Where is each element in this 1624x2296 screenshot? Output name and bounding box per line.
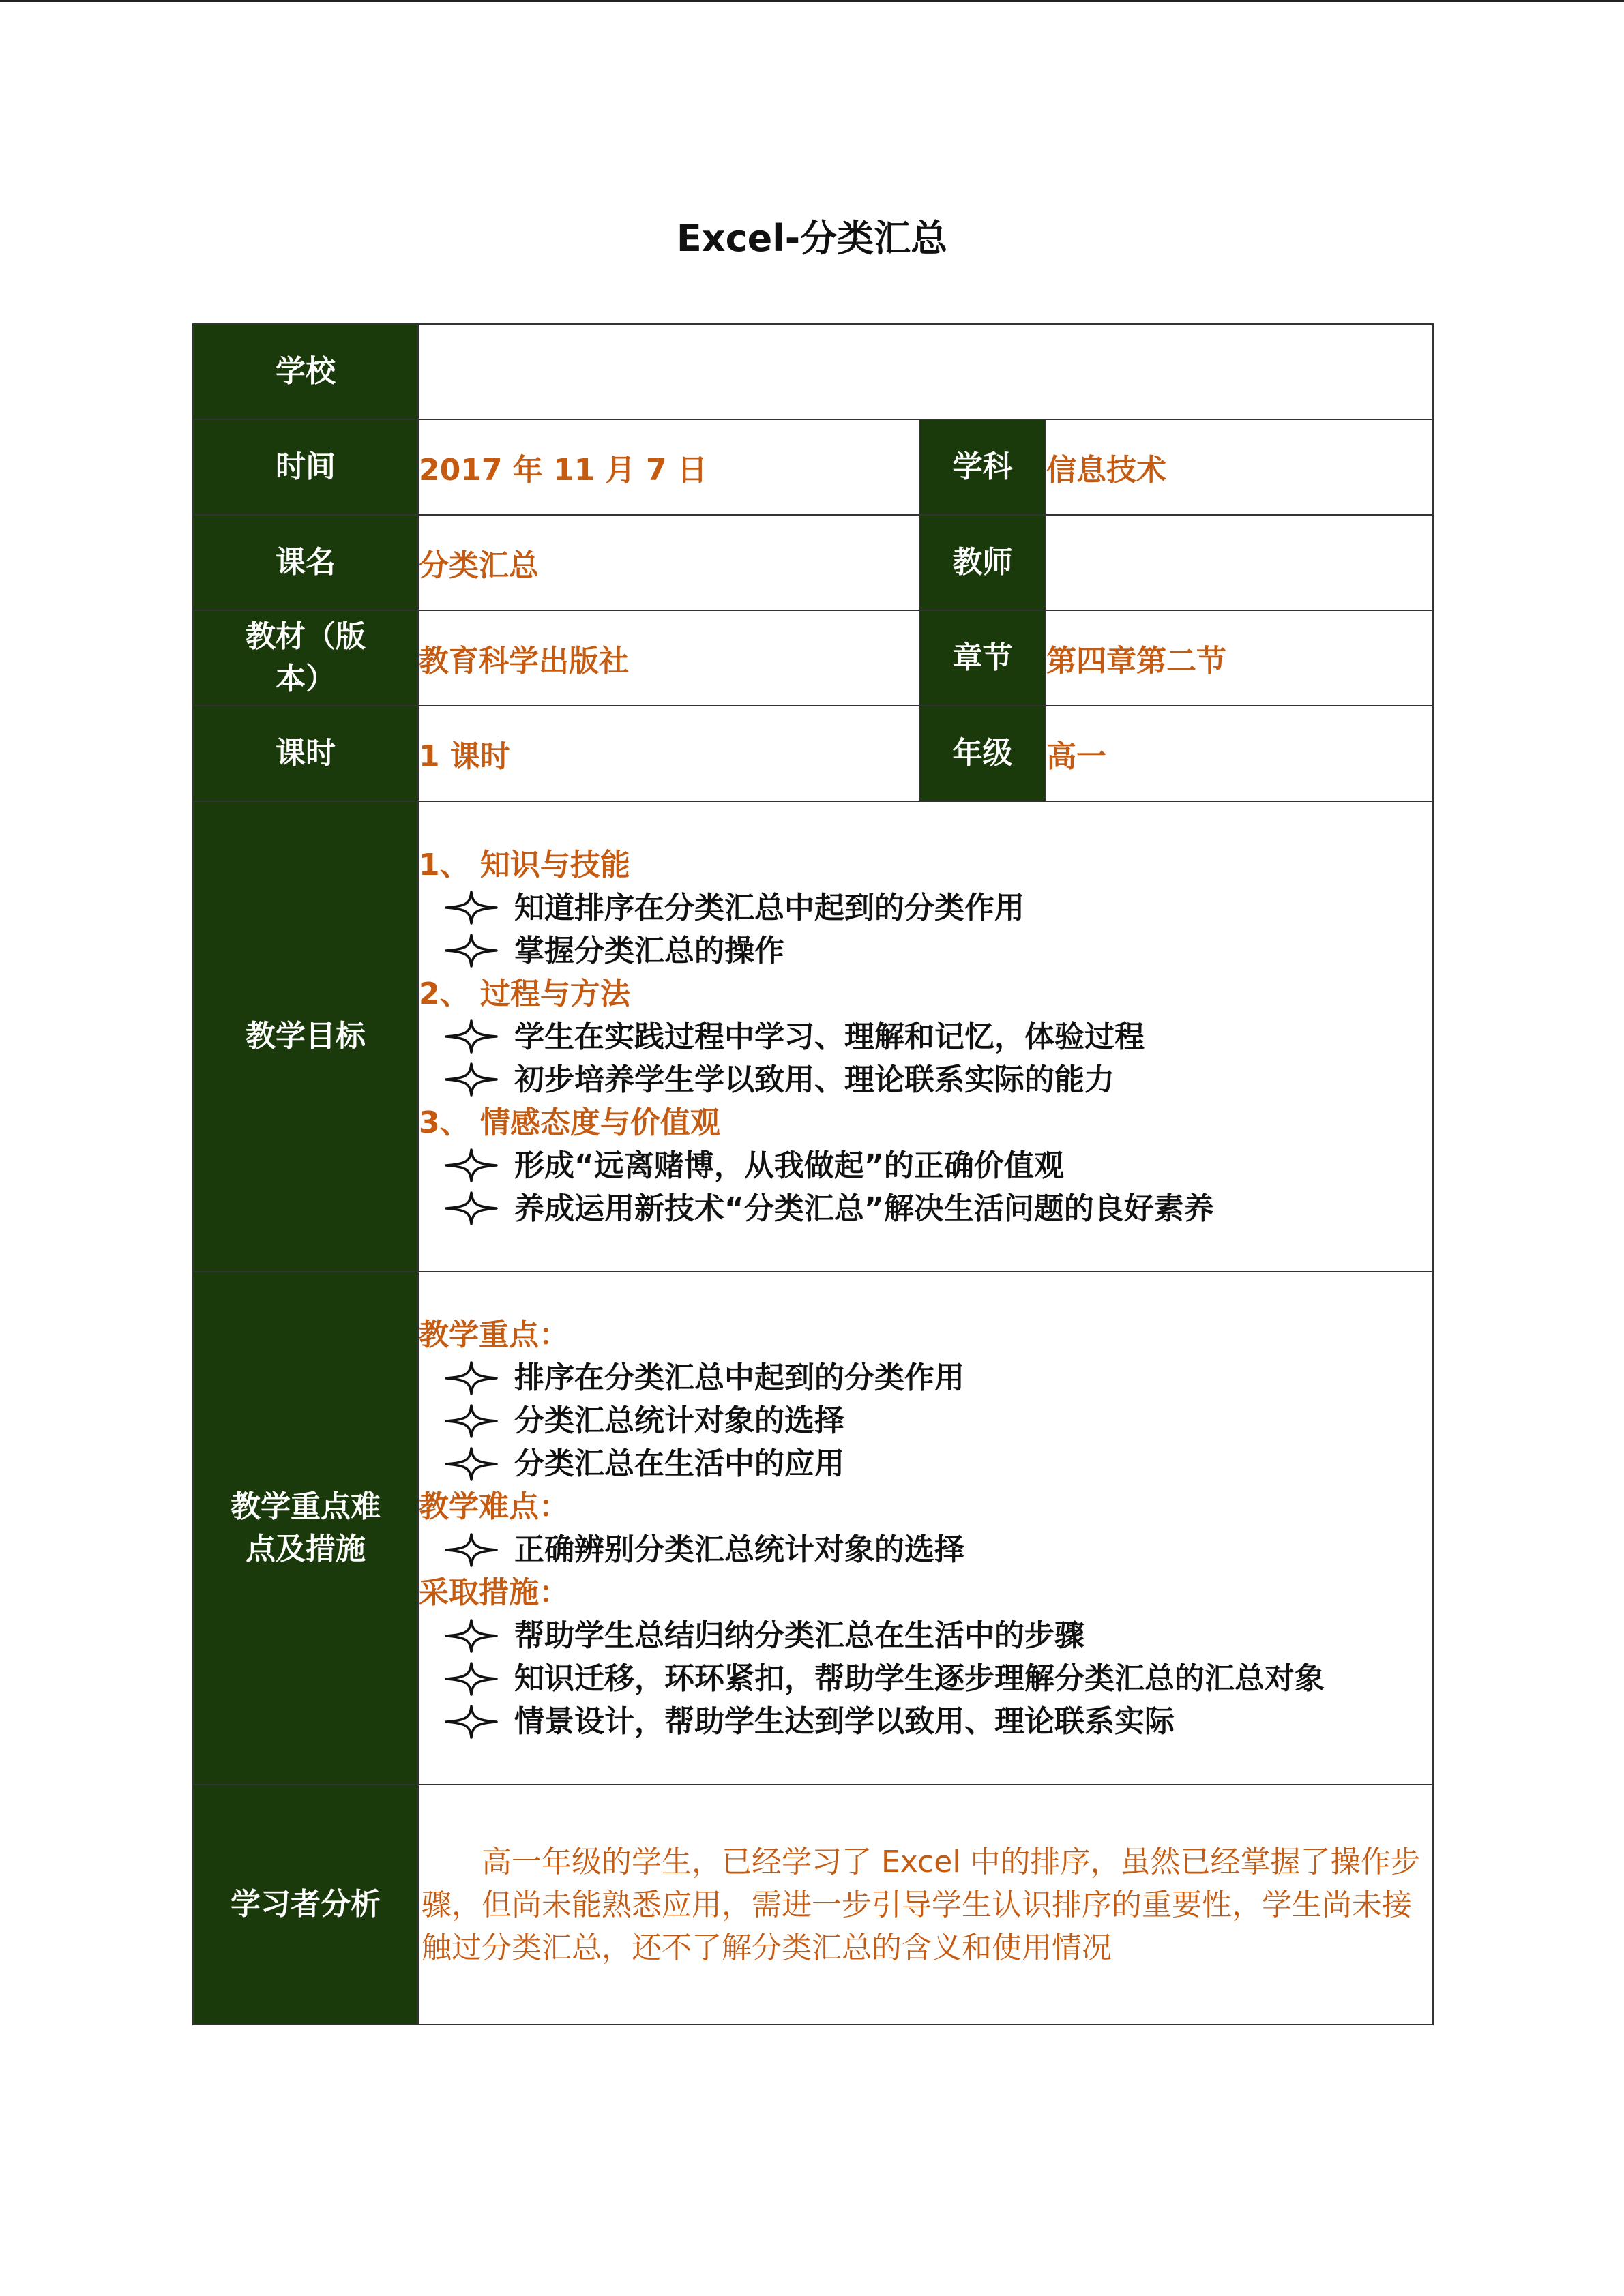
label-time: 时间: [193, 419, 418, 515]
label-hours: 课时: [193, 706, 418, 801]
learner-analysis-text: 高一年级的学生，已经学习了 Excel 中的排序，虽然已经掌握了操作步骤，但尚未能熟悉应用，需进一步引导学生认识排序的重要性，学生尚未接触过分类汇总，还不了解分类汇总的含义和使用情况: [422, 1844, 1421, 1965]
value-school: [418, 324, 1433, 419]
row-course: [193, 515, 1433, 610]
value-textbook: 教育科学出版社: [418, 610, 919, 706]
key-point-item-text: 分类汇总统计对象的选择: [514, 1403, 844, 1438]
row-time: [193, 419, 1433, 515]
key-point-heading: 教学难点：: [419, 1489, 569, 1524]
four-point-star-icon: [445, 891, 498, 925]
label-objectives: 教学目标: [193, 801, 418, 1272]
four-point-star-icon: [445, 1619, 498, 1653]
key-point-item-text: 分类汇总在生活中的应用: [514, 1446, 844, 1481]
value-course: 分类汇总: [418, 515, 919, 610]
four-point-star-icon: [445, 934, 498, 968]
objective-item: [419, 1187, 1432, 1230]
key-point-item: [419, 1657, 1432, 1700]
page-top-border: [0, 0, 1624, 2]
label-teacher: 教师: [919, 515, 1046, 610]
value-grade: 高一: [1046, 706, 1433, 801]
learner-content: [418, 1785, 1433, 2025]
objective-item-text: 形成“远离赌博，从我做起”的正确价值观: [514, 1148, 1064, 1183]
four-point-star-icon: [445, 1019, 498, 1054]
four-point-star-icon: [445, 1361, 498, 1395]
key-point-item: [419, 1399, 1432, 1442]
objective-item: [419, 929, 1432, 972]
four-point-star-icon: [445, 1533, 498, 1567]
row-school: [193, 324, 1433, 419]
value-time: 2017 年 11 月 7 日: [418, 419, 919, 515]
label-school: 学校: [193, 324, 418, 419]
four-point-star-icon: [445, 1062, 498, 1097]
objective-heading: 2、 过程与方法: [419, 976, 630, 1011]
objective-heading: 1、 知识与技能: [419, 847, 630, 882]
key-point-heading: 教学重点：: [419, 1317, 569, 1352]
objective-item: [419, 1144, 1432, 1187]
label-textbook: 教材（版 本）: [193, 610, 418, 706]
four-point-star-icon: [445, 1404, 498, 1438]
value-hours: 1 课时: [418, 706, 919, 801]
key-point-item-text: 知识迁移，环环紧扣，帮助学生逐步理解分类汇总的汇总对象: [514, 1661, 1325, 1696]
objective-heading: 3、 情感态度与价值观: [419, 1105, 720, 1140]
key-point-item-text: 帮助学生总结归纳分类汇总在生活中的步骤: [514, 1618, 1084, 1653]
key-point-item: [419, 1528, 1432, 1571]
objectives-content: [418, 801, 1433, 1272]
value-chapter: 第四章第二节: [1046, 610, 1433, 706]
objective-item-text: 养成运用新技术“分类汇总”解决生活问题的良好素养: [514, 1191, 1214, 1226]
objective-item: [419, 886, 1432, 929]
label-grade: 年级: [919, 706, 1046, 801]
lesson-plan-table: [192, 323, 1434, 2025]
key-points-content: [418, 1272, 1433, 1785]
label-course: 课名: [193, 515, 418, 610]
row-key-points: [193, 1272, 1433, 1785]
page-title: Excel-分类汇总: [676, 217, 948, 260]
key-point-item-text: 排序在分类汇总中起到的分类作用: [514, 1360, 964, 1395]
four-point-star-icon: [445, 1662, 498, 1696]
objective-item-text: 掌握分类汇总的操作: [514, 933, 784, 968]
objective-item-text: 学生在实践过程中学习、理解和记忆，体验过程: [514, 1019, 1145, 1054]
key-point-item-text: 正确辨别分类汇总统计对象的选择: [514, 1532, 964, 1567]
value-teacher: [1046, 515, 1433, 610]
four-point-star-icon: [445, 1191, 498, 1225]
row-learner: [193, 1785, 1433, 2025]
row-hours: [193, 706, 1433, 801]
key-point-item: [419, 1442, 1432, 1485]
label-chapter: 章节: [919, 610, 1046, 706]
objective-item-text: 知道排序在分类汇总中起到的分类作用: [514, 890, 1024, 925]
key-point-item: [419, 1356, 1432, 1399]
label-learner: 学习者分析: [193, 1785, 418, 2025]
key-point-item: [419, 1700, 1432, 1743]
key-point-item-text: 情景设计，帮助学生达到学以致用、理论联系实际: [514, 1704, 1175, 1739]
four-point-star-icon: [445, 1148, 498, 1182]
four-point-star-icon: [445, 1705, 498, 1739]
key-point-heading: 采取措施：: [419, 1575, 569, 1610]
label-subject: 学科: [919, 419, 1046, 515]
objective-item: [419, 1015, 1432, 1058]
row-objectives: [193, 801, 1433, 1272]
objective-item-text: 初步培养学生学以致用、理论联系实际的能力: [514, 1062, 1114, 1097]
four-point-star-icon: [445, 1447, 498, 1481]
row-textbook: [193, 610, 1433, 706]
key-point-item: [419, 1614, 1432, 1657]
label-key-points: 教学重点难 点及措施: [193, 1272, 418, 1785]
value-subject: 信息技术: [1046, 419, 1433, 515]
objective-item: [419, 1058, 1432, 1101]
